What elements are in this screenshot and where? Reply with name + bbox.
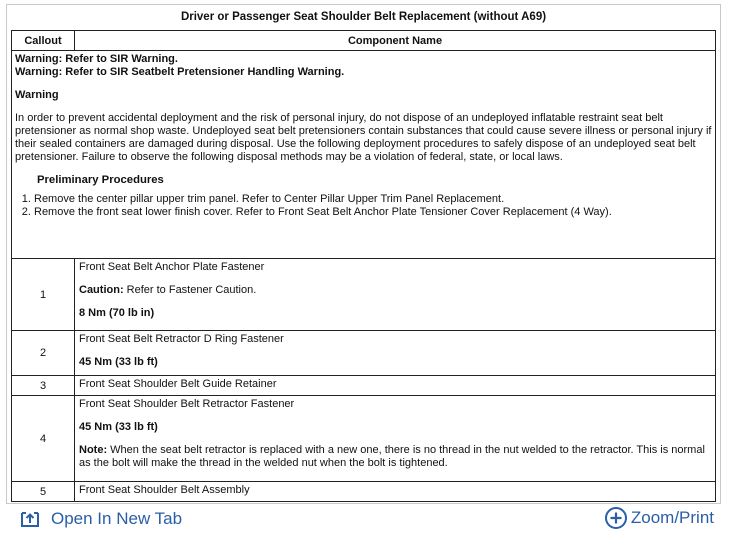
open-in-new-tab-link[interactable] [20,509,182,529]
preliminary-steps [15,193,712,219]
callout-number: 1 [12,259,75,331]
zoom-print-label: Zoom/Print [630,508,714,527]
table-row [12,259,716,331]
caution-note [79,284,711,297]
torque-spec: 45 Nm (33 lb ft) [79,421,158,433]
note-label: Note: [79,444,108,456]
zoom-plus-icon [604,506,628,530]
table-row [12,396,716,482]
procedure-table [11,30,716,502]
zoom-print-link[interactable] [604,506,714,530]
torque-spec: 45 Nm (33 lb ft) [79,356,158,368]
table-row [12,331,716,376]
retractor-note [79,444,711,470]
component-column-header: Component Name [75,31,716,51]
open-in-new-tab-icon [20,509,40,529]
component-name: Front Seat Shoulder Belt Assembly [79,484,250,496]
warning-body: In order to prevent accidental deployment and the risk of personal injury, do not dispose of an undeployed inflatable restraint seat belt pretensioner as normal shop waste. Undeployed seat belt pretensioners contain substances that could cause severe illness or personal injury if their sealed containers are damaged during disposal. Use the following deployment procedures to safely dispose of an undeployed seat belt pretensioner. Failure to observe the following disposal methods may be a violation of federal, state, or local laws. [15,112,712,163]
preliminary-heading: Preliminary Procedures [37,174,164,186]
notes-cell [12,51,716,259]
notes-row [12,51,716,259]
torque-spec: 8 Nm (70 lb in) [79,307,155,319]
component-cell [75,331,716,376]
warning-heading: Warning [15,89,59,101]
caution-text: Refer to Fastener Caution. [123,284,257,296]
callout-number: 5 [12,482,75,502]
component-name: Front Seat Belt Anchor Plate Fastener [79,261,265,273]
component-cell [75,396,716,482]
sir-warning: Warning: Refer to SIR Warning. [15,53,178,65]
component-name: Front Seat Shoulder Belt Retractor Fastener [79,398,295,410]
pretensioner-warning: Warning: Refer to SIR Seatbelt Pretensioner Handling Warning. [15,66,345,78]
document-footer [0,505,734,535]
component-cell [75,482,716,502]
component-name: Front Seat Belt Retractor D Ring Fastener [79,333,284,345]
callout-column-header: Callout [12,31,75,51]
callout-number: 2 [12,331,75,376]
component-name: Front Seat Shoulder Belt Guide Retainer [79,378,277,390]
procedure-panel [6,4,721,504]
open-in-new-tab-label: Open In New Tab [51,509,183,528]
preliminary-step: 1. Remove the center pillar upper trim panel. Refer to Center Pillar Upper Trim Panel Replacement. [34,193,712,206]
callout-number: 3 [12,376,75,396]
preliminary-step: 2. Remove the front seat lower finish cover. Refer to Front Seat Belt Anchor Plate Tensioner Cover Replacement (4 Way). [34,206,712,219]
procedure-title: Driver or Passenger Seat Shoulder Belt Replacement (without A69) [180,11,547,23]
component-cell [75,259,716,331]
callout-number: 4 [12,396,75,482]
table-row [12,482,716,502]
caution-label: Caution: [79,284,124,296]
note-text: When the seat belt retractor is replaced with a new one, there is no thread in the nut welded to the retractor. This is normal as the bolt will make the thread in the welded nut when the bolt is tightened. [79,444,705,469]
table-row [12,376,716,396]
component-cell [75,376,716,396]
table-header-row [12,31,716,51]
